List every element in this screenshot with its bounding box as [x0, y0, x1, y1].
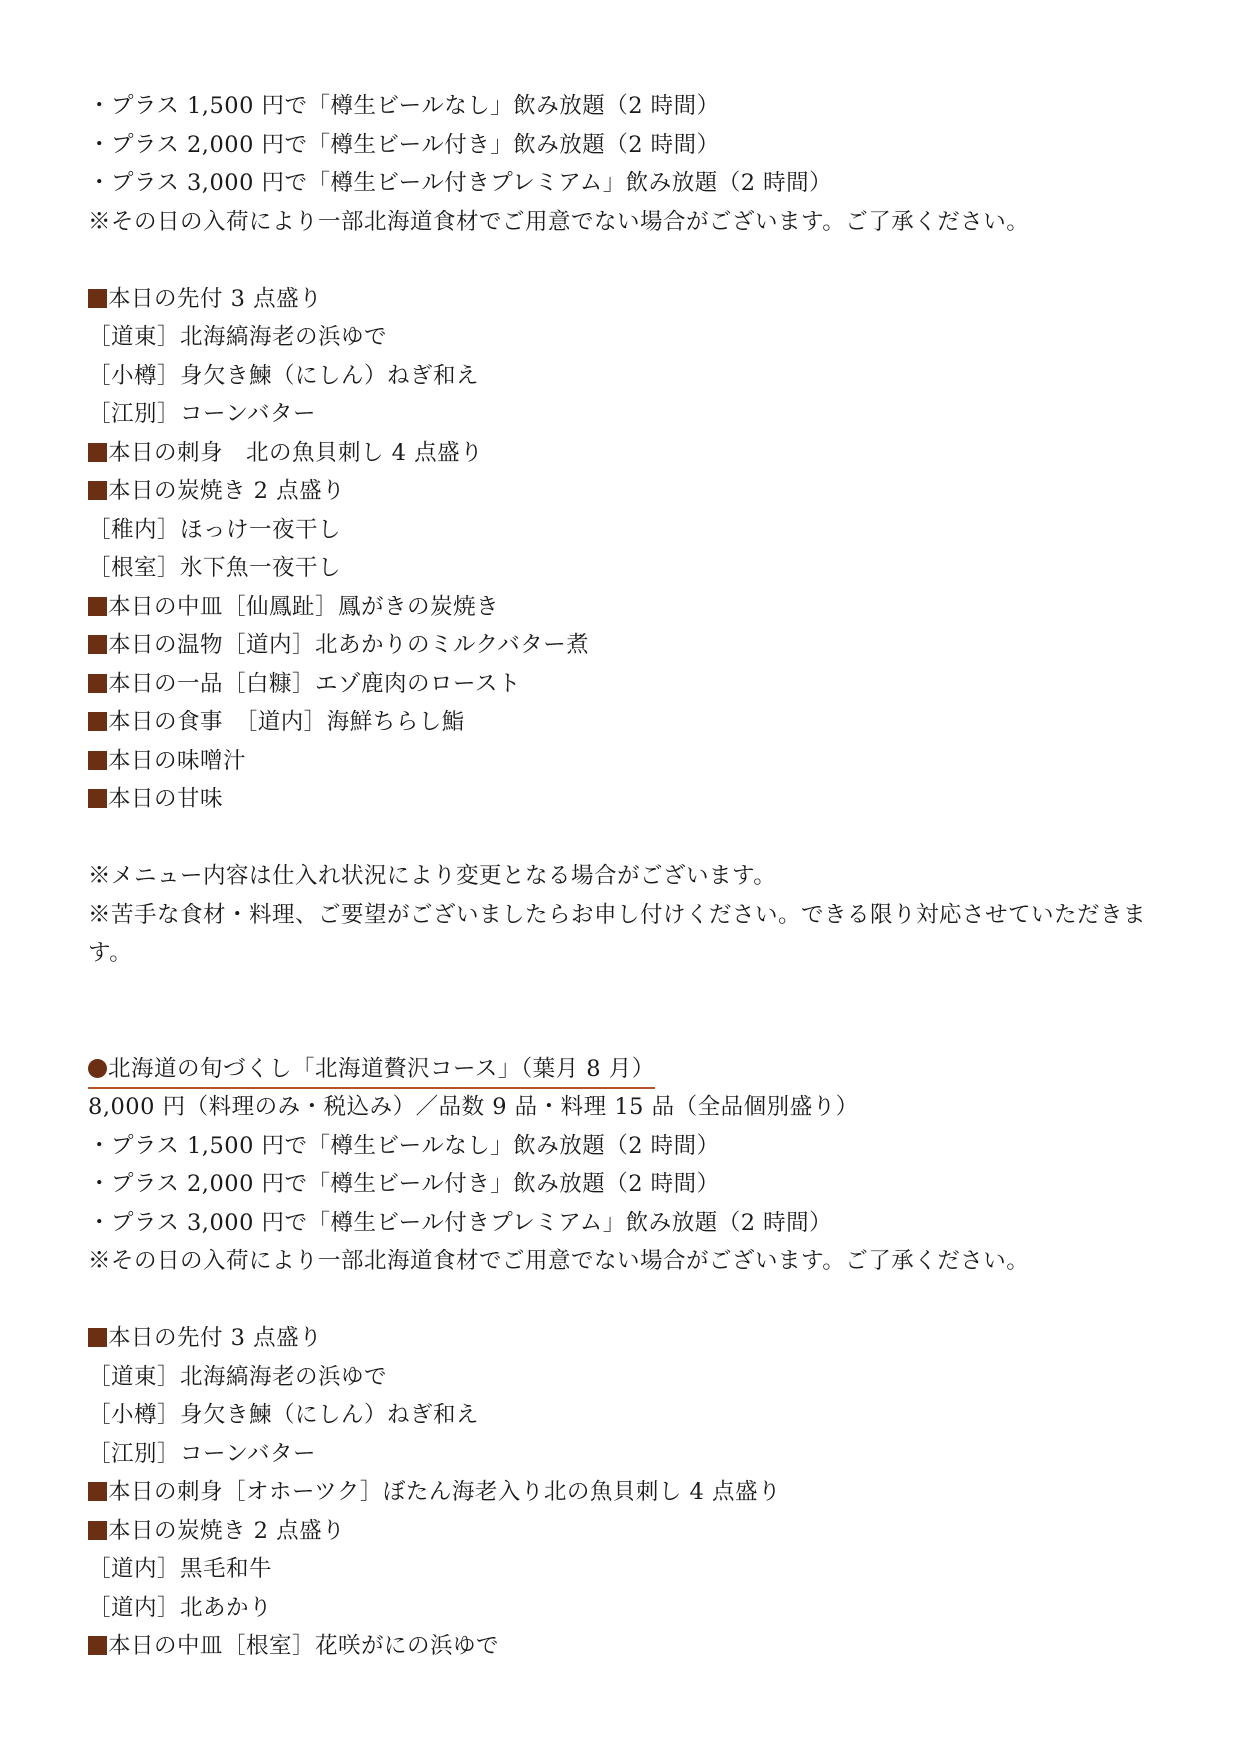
menu-item-text: 本日の刺身 北の魚貝刺し 4 点盛り [108, 439, 484, 466]
course-title-underline [88, 1052, 655, 1089]
menu-item-text: ［江別］コーンバター [88, 401, 316, 427]
availability-note: ※その日の入荷により一部北海道食材でご用意でない場合がございます。ご了承ください。 [88, 208, 1030, 235]
square-bullet-icon [88, 1636, 107, 1655]
menu-item [88, 434, 1168, 473]
drink-option: ・プラス 3,000 円で「樽生ビール付きプレミアム」飲み放題（2 時間） [88, 170, 833, 196]
square-bullet-icon [88, 712, 107, 731]
spacer [88, 1011, 1168, 1050]
drink-option: ・プラス 1,500 円で「樽生ビールなし」飲み放題（2 時間） [88, 1132, 720, 1159]
menu-item [88, 703, 1168, 742]
drink-option: ・プラス 1,500 円で「樽生ビールなし」飲み放題（2 時間） [88, 93, 720, 119]
section2-menu-list [88, 1319, 1168, 1666]
menu-item [88, 626, 1168, 665]
menu-item-text: ［江別］コーンバター [88, 1440, 316, 1467]
menu-item [88, 511, 1168, 550]
course-heading [88, 1050, 1168, 1089]
menu-item-text: 本日の一品［白糠］エゾ鹿肉のロースト [108, 670, 521, 697]
spacer [88, 973, 1168, 1012]
square-bullet-icon [88, 1482, 107, 1501]
menu-item [88, 472, 1168, 511]
request-note: ※苦手な食材・料理、ご要望がございましたらお申し付けください。できる限り対応させていただきます。 [88, 901, 1147, 966]
menu-item-text: 本日の中皿［仙鳳趾］鳳がきの炭焼き [108, 593, 500, 620]
square-bullet-icon [88, 443, 107, 462]
menu-item [88, 1396, 1168, 1435]
course-price: 8,000 円（料理のみ・税込み）／品数 9 品・料理 15 品（全品個別盛り） [88, 1094, 859, 1120]
menu-item [88, 1627, 1168, 1666]
menu-item-text: ［小樽］身欠き鰊（にしん）ねぎ和え [88, 1402, 480, 1428]
menu-item-text: 本日の味噌汁 [108, 747, 247, 774]
bullet-circle-icon [88, 1059, 107, 1078]
menu-item [88, 1512, 1168, 1551]
menu-item [88, 395, 1168, 434]
square-bullet-icon [88, 1328, 107, 1347]
section1-drink-options [88, 87, 1168, 203]
menu-item-text: 本日の先付 3 点盛り [108, 1325, 323, 1351]
menu-item [88, 1589, 1168, 1628]
menu-item-text: 本日の食事 ［道内］海鮮ちらし鮨 [108, 709, 465, 735]
spacer [88, 241, 1168, 280]
menu-item [88, 588, 1168, 627]
menu-item-text: ［道東］北海縞海老の浜ゆで [88, 324, 388, 350]
menu-item-text: 本日の温物［道内］北あかりのミルクバター煮 [108, 632, 590, 658]
square-bullet-icon [88, 481, 107, 500]
menu-item [88, 665, 1168, 704]
availability-note: ※その日の入荷により一部北海道食材でご用意でない場合がございます。ご了承ください。 [88, 1248, 1030, 1274]
square-bullet-icon [88, 751, 107, 770]
menu-item [88, 1319, 1168, 1358]
menu-item-text: 本日の先付 3 点盛り [108, 285, 323, 312]
menu-item-text: ［小樽］身欠き鰊（にしん）ねぎ和え [88, 362, 480, 389]
menu-item-text: ［根室］氷下魚一夜干し [88, 555, 342, 581]
menu-item [88, 1435, 1168, 1474]
menu-item-text: 本日の炭焼き 2 点盛り [108, 1517, 346, 1544]
drink-option: ・プラス 2,000 円で「樽生ビール付き」飲み放題（2 時間） [88, 1171, 720, 1197]
menu-document [88, 87, 1168, 1666]
menu-item [88, 357, 1168, 396]
drink-option: ・プラス 3,000 円で「樽生ビール付きプレミアム」飲み放題（2 時間） [88, 1209, 833, 1236]
menu-item [88, 280, 1168, 319]
menu-item-text: 本日の中皿［根室］花咲がにの浜ゆで [108, 1633, 500, 1659]
section1-menu-list [88, 280, 1168, 819]
square-bullet-icon [88, 635, 107, 654]
square-bullet-icon [88, 597, 107, 616]
menu-item [88, 549, 1168, 588]
menu-item-text: 本日の刺身［オホーツク］ぼたん海老入り北の魚貝刺し 4 点盛り [108, 1479, 781, 1505]
menu-item [88, 1550, 1168, 1589]
menu-item [88, 742, 1168, 781]
square-bullet-icon [88, 674, 107, 693]
menu-item [88, 1358, 1168, 1397]
menu-item-text: 本日の炭焼き 2 点盛り [108, 478, 346, 504]
course-title: 北海道の旬づくし「北海道贅沢コース」（葉月 8 月） [108, 1055, 655, 1082]
square-bullet-icon [88, 789, 107, 808]
menu-item [88, 780, 1168, 819]
spacer [88, 1281, 1168, 1320]
square-bullet-icon [88, 1521, 107, 1540]
spacer [88, 819, 1168, 858]
menu-item [88, 1473, 1168, 1512]
menu-item-text: ［稚内］ほっけ一夜干し [88, 516, 342, 543]
menu-item-text: ［道東］北海縞海老の浜ゆで [88, 1363, 388, 1390]
section2-drink-options [88, 1127, 1168, 1243]
menu-item-text: ［道内］北あかり [88, 1594, 273, 1621]
drink-option: ・プラス 2,000 円で「樽生ビール付き」飲み放題（2 時間） [88, 131, 720, 158]
menu-change-note: ※メニュー内容は仕入れ状況により変更となる場合がございます。 [88, 863, 777, 889]
menu-item-text: 本日の甘味 [108, 786, 224, 812]
menu-item [88, 318, 1168, 357]
square-bullet-icon [88, 289, 107, 308]
menu-item-text: ［道内］黒毛和牛 [88, 1556, 273, 1582]
